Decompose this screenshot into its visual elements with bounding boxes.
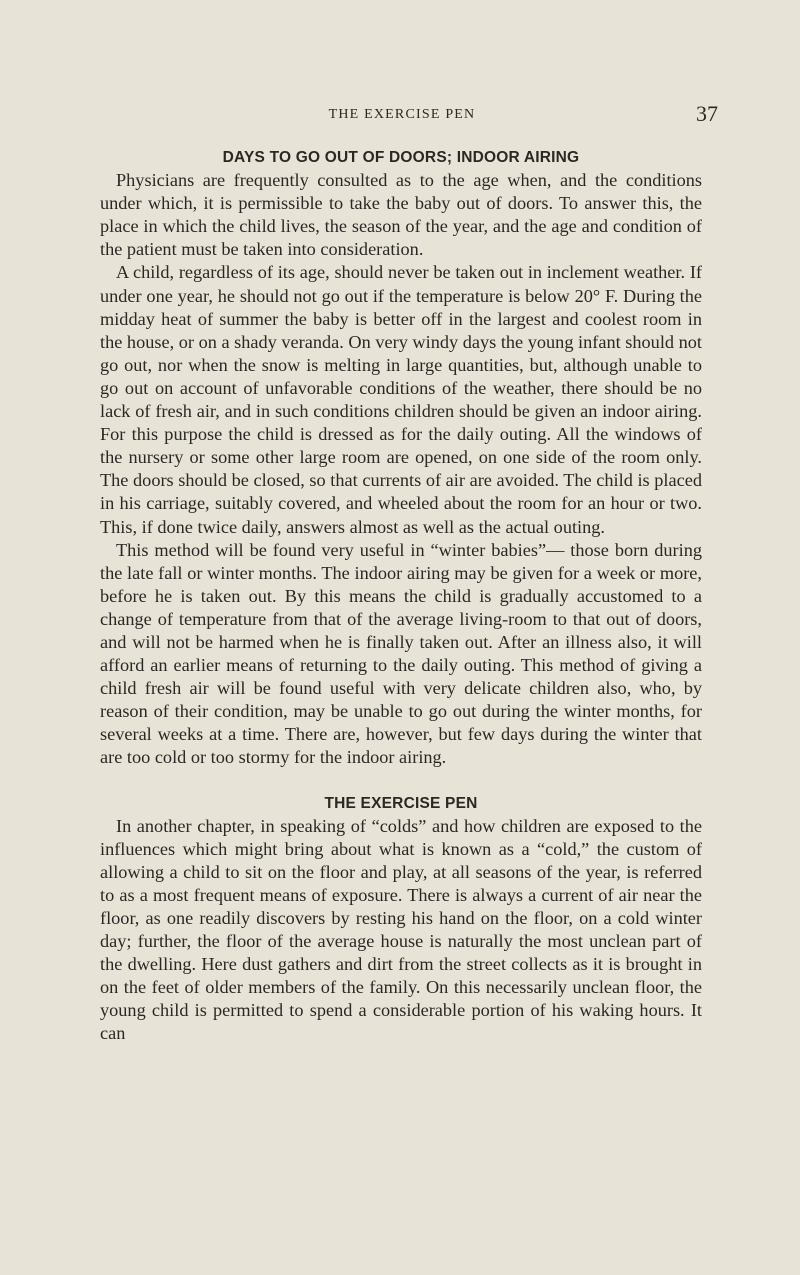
page-body <box>100 146 702 1046</box>
paragraph: This method will be found very useful in “winter babies”— those born during the late fall or winter months. The indoor airing may be given for a week or more, before he is taken out. By this means the child is gradually accustomed to a change of temperature from that of the average living-room to that out of doors, and will not be harmed when he is finally taken out. After an illness also, it will afford an earlier means of returning to the daily outing. This method of giving a child fresh air will be found useful with very delicate children also, who, by reason of their condition, may be unable to go out during the winter months, for several weeks at a time. There are, however, but few days during the winter that are too cold or too stormy for the indoor airing. <box>100 539 702 768</box>
page-number: 37 <box>696 101 718 126</box>
paragraph: Physicians are frequently consulted as to the age when, and the conditions under which, it is permissible to take the baby out of doors. To answer this, the place in which the child lives, the season of the year, and the age and condition of the patient must be taken into consideration. <box>100 170 702 260</box>
section-heading-indoor-airing: DAYS TO GO OUT OF DOORS; INDOOR AIRING <box>222 149 580 166</box>
paragraph: In another chapter, in speaking of “colds” and how children are exposed to the influences which might bring about what is known as a “cold,” the custom of allowing a child to sit on the floor and play, at all seasons of the year, is referred to as a most frequent means of exposure. There is always a current of air near the floor, as one readily discovers by resting his hand on the floor, on a cold winter day; further, the floor of the average house is naturally the most unclean part of the dwelling. Here dust gathers and dirt from the street collects as it is brought in on the feet of older members of the family. On this necessarily unclean floor, the young child is permitted to spend a considerable portion of his waking hours. It can <box>100 815 702 1044</box>
running-head <box>78 101 726 126</box>
section-heading-exercise-pen: THE EXERCISE PEN <box>324 794 478 812</box>
running-title: THE EXERCISE PEN <box>328 107 476 122</box>
paragraph: A child, regardless of its age, should never be taken out in inclement weather. If under one year, he should not go out if the temperature is below 20° F. During the midday heat of summer the baby is better off in the largest and coolest room in the house, or on a shady veranda. On very windy days the young infant should not go out, nor when the snow is melting in large quantities, but, although unable to go out on account of unfavorable conditions of the weather, there should be no lack of fresh air, and in such conditions children should be given an indoor airing. For this purpose the child is dressed as for the daily outing. All the windows of the nursery or some other large room are opened, on one side of the room only. The doors should be closed, so that currents of air are avoided. The child is placed in his carriage, suitably covered, and wheeled about the room for an hour or two. This, if done twice daily, answers almost as well as the actual outing. <box>100 262 702 537</box>
